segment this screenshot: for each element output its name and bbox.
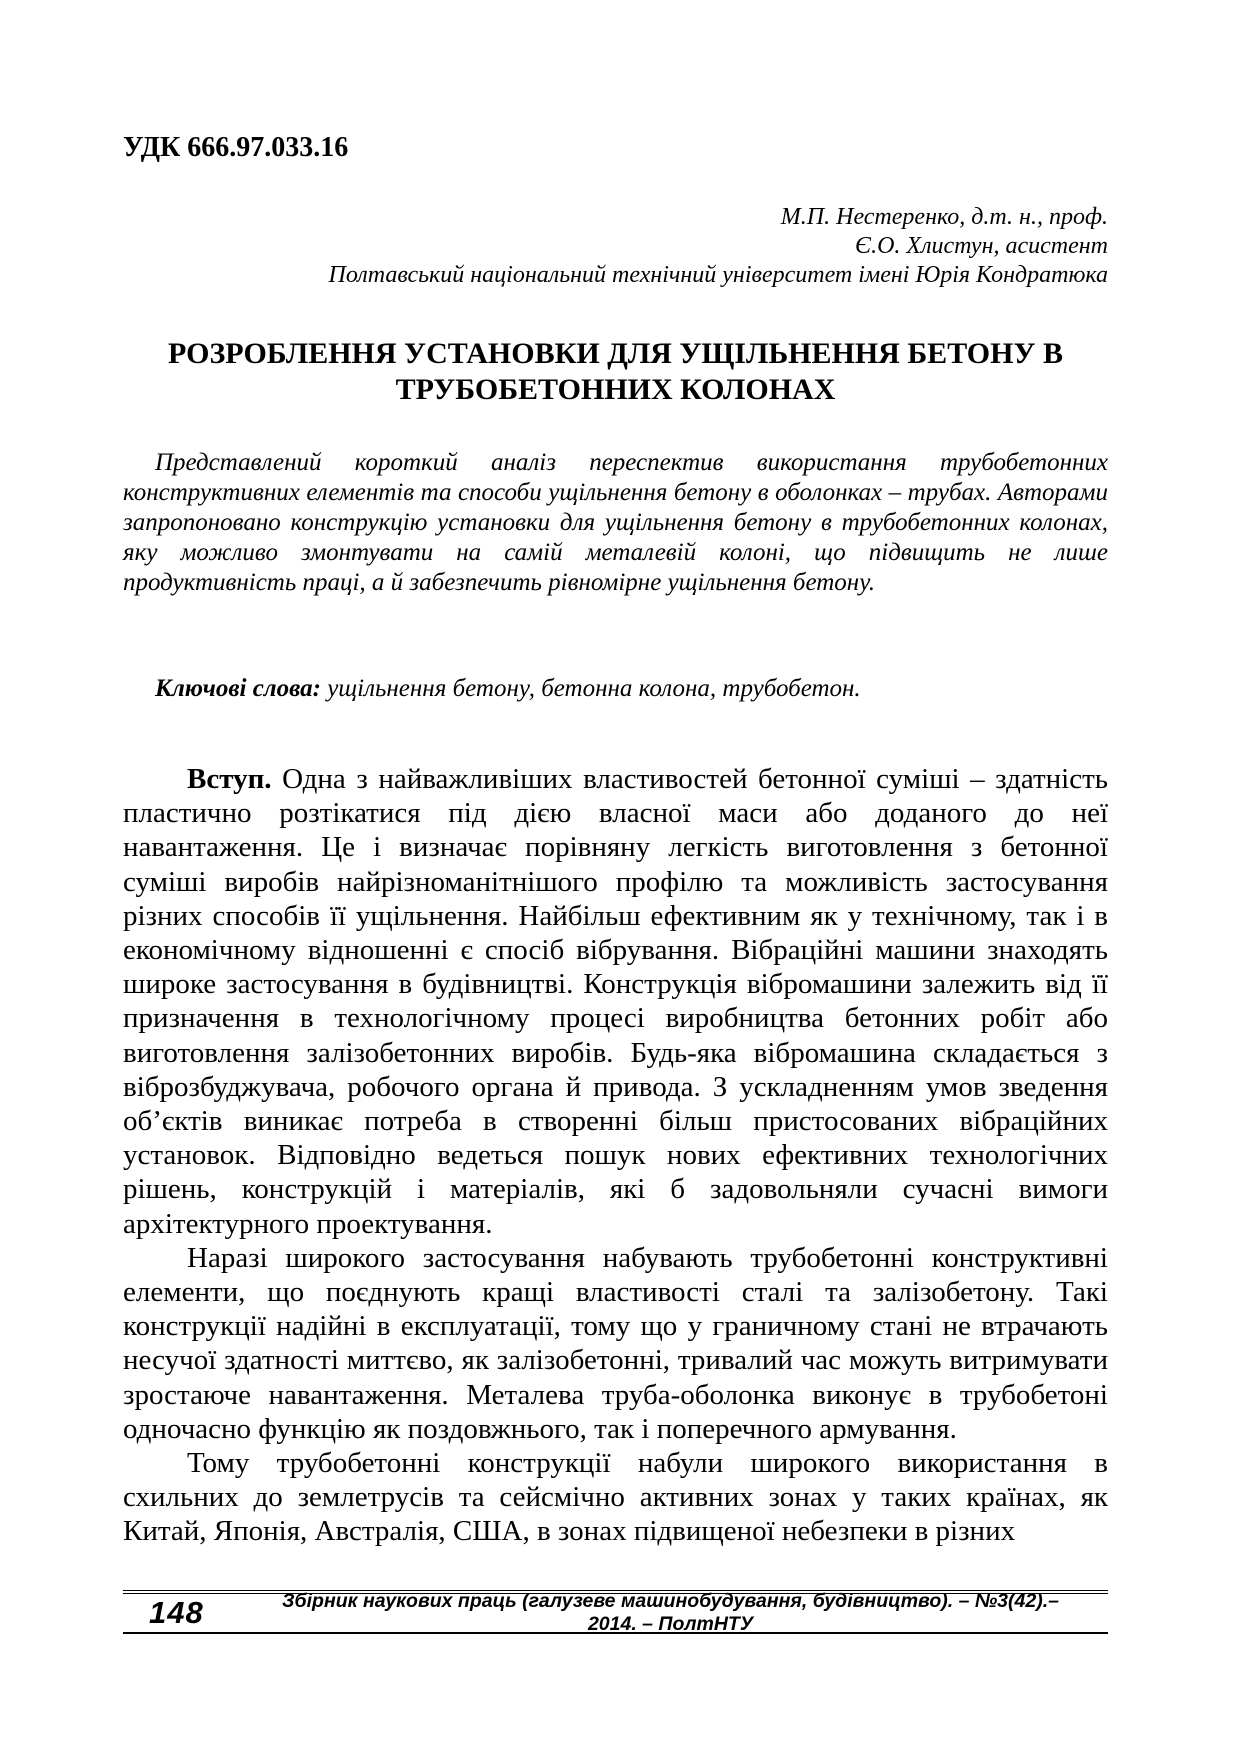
affiliation: Полтавський національний технічний університет імені Юрія Кондратюка bbox=[328, 262, 1108, 288]
abstract: Представлений короткий аналіз переспектив використання трубобетонних конструктивних елементів та способи ущільнення бетону в оболонках – трубах. Авторами запропоновано конструкцію установки для ущільнення бетону в трубобетонних колонах, яку можливо змонтувати на самій металевій колоні, що підвищить не лише продуктивність праці, а й забезпечить рівномірне ущільнення бетону. bbox=[123, 449, 1108, 596]
keywords-text: ущільнення бетону, бетонна колона, трубобетон. bbox=[320, 675, 861, 702]
author-line-1: М.П. Нестеренко, д.т. н., проф. bbox=[780, 204, 1108, 230]
page-footer bbox=[123, 1590, 1108, 1634]
paragraph-text: Наразі широкого застосування набувають трубобетонні конструктивні елементи, що поєднують кращі властивості сталі та залізобетону. Такі конструкції надійні в експлуатації, тому що у граничному стані не втрачають несучої здатності миттєво, як залізобетонні, тривалий час можуть витримувати зростаюче навантаження. Металева труба-оболонка виконує в трубобетоні одночасно функцію як поздовжнього, так і поперечного армування. bbox=[123, 1241, 1108, 1445]
footer-citation: Збірник наукових праць (галузеве машинобудування, будівництво). – №3(42).– 2014. – ПолтНТУ bbox=[282, 1590, 1059, 1635]
paragraph-intro bbox=[123, 762, 1108, 1241]
paper-title-line-2: ТРУБОБЕТОННИХ КОЛОНАХ bbox=[395, 373, 836, 406]
udc-code: УДК 666.97.033.16 bbox=[123, 132, 349, 163]
paragraph-text: Тому трубобетонні конструкції набули широкого використання в схильних до землетрусів та сейсмічно активних зонах у таких країнах, як Китай, Японія, Австралія, США, в зонах підвищеної небезпеки в різних bbox=[123, 1447, 1108, 1548]
page-number: 148 bbox=[149, 1595, 204, 1630]
article-body bbox=[123, 762, 1108, 1549]
paragraph-intro-text: Одна з найважливіших властивостей бетонної суміші – здатність пластично розтікатися під дією власної маси або доданого до неї навантаження. Це і визначає порівняну легкість виготовлення з бетонної суміші виробів найрізноманітнішого профілю та можливість застосування різних способів її ущільнення. Найбільш ефективним як у технічному, так і в економічному відношенні є спосіб вібрування. Вібраційні машини знаходять широке застосування в будівництві. Конструкція вібромашини залежить від її призначення в технологічному процесі виробництва бетонних робіт або виготовлення залізобетонних виробів. Будь-яка вібромашина складається з віброзбуджувача, робочого органа й привода. З ускладненням умов зведення об’єктів виникає потреба в створенні більш пристосованих вібраційних установок. Відповідно ведеться пошук нових ефективних технологічних рішень, конструкцій і матеріалів, які б задовольняли сучасні вимоги архітектурного проектування. bbox=[123, 763, 1108, 1240]
keywords-line bbox=[123, 674, 1108, 704]
keywords-label: Ключові слова: bbox=[155, 675, 321, 702]
paper-title-line-1: РОЗРОБЛЕННЯ УСТАНОВКИ ДЛЯ УЩІЛЬНЕННЯ БЕТОНУ В bbox=[167, 337, 1064, 370]
author-block bbox=[329, 203, 1108, 290]
paper-title bbox=[123, 336, 1108, 408]
paragraph bbox=[123, 1241, 1108, 1446]
author-line-2: Є.О. Хлистун, асистент bbox=[855, 233, 1108, 259]
paragraph bbox=[123, 1446, 1108, 1549]
paragraph-intro-lead: Вступ. bbox=[187, 763, 272, 795]
